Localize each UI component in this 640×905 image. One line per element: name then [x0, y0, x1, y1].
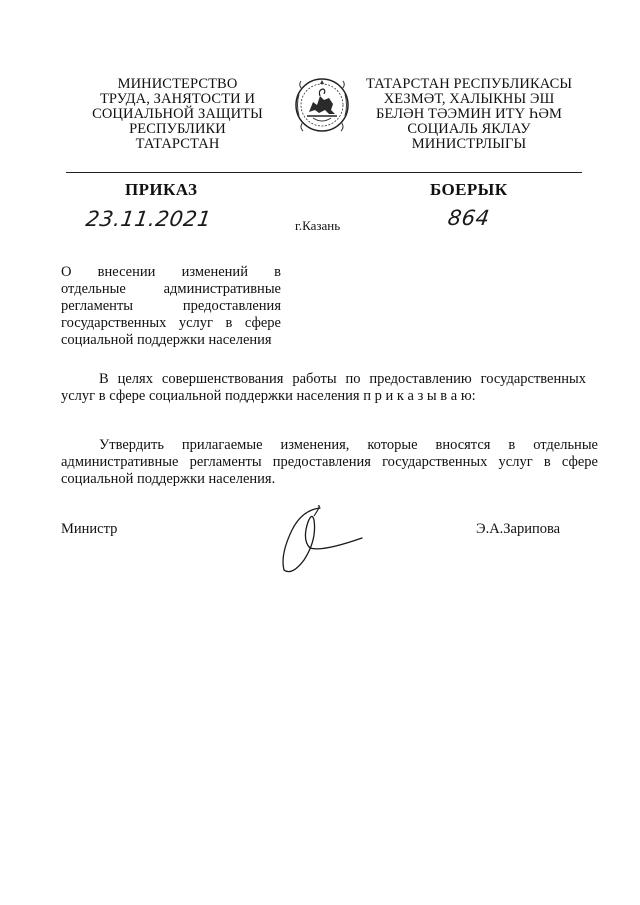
signatory-name: Э.А.Зарипова — [476, 521, 561, 537]
order-number: 864 — [446, 206, 492, 230]
ministry-line: СОЦИАЛЬ ЯКЛАУ — [407, 121, 531, 137]
ministry-line: СОЦИАЛЬНОЙ ЗАЩИТЫ — [92, 106, 263, 122]
body-paragraph-1 — [61, 371, 586, 405]
body-paragraph-2 — [61, 437, 598, 488]
order-subject: О внесении изменений в отдельные административные регламенты предоставления государственных услуг в сфере социальной поддержки населения — [61, 264, 281, 348]
ministry-line: БЕЛӘН ТӘЭМИН ИТҮ ҺӘМ — [376, 106, 562, 122]
order-title-tatar: БОЕРЫК — [430, 180, 508, 199]
ministry-name-tatar — [366, 77, 572, 152]
ministry-line: ТАТАРСТАН — [135, 136, 220, 152]
ministry-line: МИНИСТЕРСТВО — [117, 76, 238, 92]
paragraph-text: Утвердить прилагаемые изменения, которые вносятся в отдельные административные регламенты предоставления государственных услуг в сфере социальной поддержки населения. — [61, 437, 598, 487]
order-title-russian: ПРИКАЗ — [125, 180, 198, 199]
ministry-line: МИНИСТРЛЫГЫ — [411, 136, 527, 152]
ministry-name-russian — [85, 77, 270, 152]
city: г.Казань — [295, 218, 341, 233]
header-divider — [66, 172, 582, 173]
order-date: 23.11.2021 — [84, 207, 213, 231]
ministry-line: ТРУДА, ЗАНЯТОСТИ И — [99, 91, 256, 107]
ministry-line: ХЕЗМӘТ, ХАЛЫКНЫ ЭШ — [383, 91, 555, 107]
signatory-position: Министр — [61, 521, 118, 537]
paragraph-text: В целях совершенствования работы по предоставлению государственных услуг в сфере социальной поддержки населения п р и к а з ы в а ю: — [61, 371, 586, 404]
tatarstan-coat-of-arms-icon — [293, 72, 351, 138]
ministry-line: РЕСПУБЛИКИ — [129, 121, 226, 137]
handwritten-signature-icon — [262, 500, 372, 580]
ministry-line: ТАТАРСТАН РЕСПУБЛИКАСЫ — [366, 76, 573, 92]
